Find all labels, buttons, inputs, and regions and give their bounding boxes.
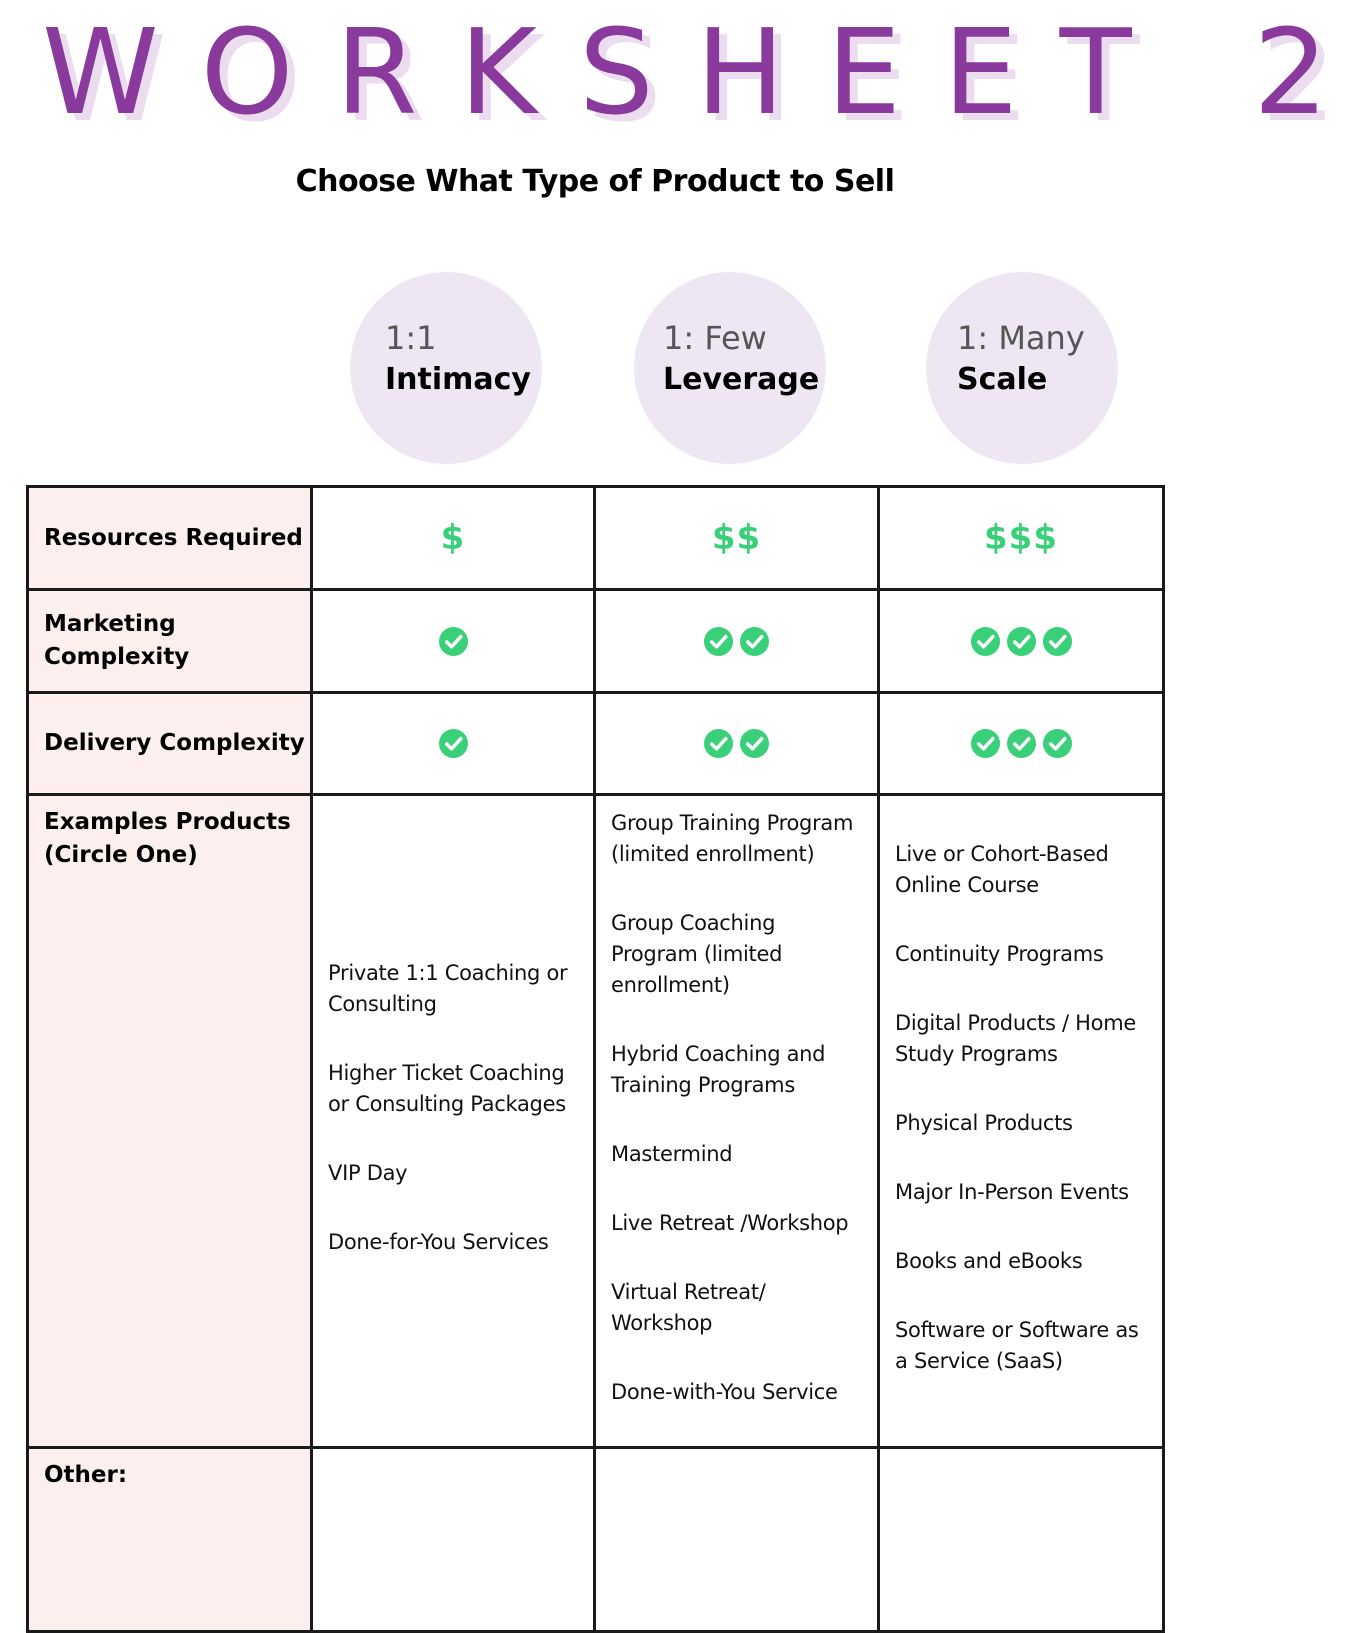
check-circle-icon [970, 728, 1001, 759]
marketing-checks [596, 626, 877, 657]
delivery-checks [596, 728, 877, 759]
example-product[interactable]: Live Retreat /Workshop [611, 1211, 849, 1235]
column-mode: Scale [957, 362, 1048, 397]
column-header-circle-1 [350, 272, 542, 464]
worksheet-subtitle: Choose What Type of Product to Sell [295, 164, 895, 199]
example-product[interactable]: Digital Products / Home Study Programs [895, 1011, 1136, 1066]
resource-level: $ [440, 518, 466, 558]
row-label-examples [28, 795, 312, 1448]
table-row-other [28, 1448, 1164, 1632]
table-row-delivery [28, 693, 1164, 795]
examples-column-3 [879, 795, 1164, 1448]
example-product[interactable]: Group Coaching Program (limited enrollment) [611, 911, 783, 997]
check-circle-icon [703, 728, 734, 759]
row-label-other: Other: [28, 1448, 312, 1632]
resource-level: $$$ [984, 518, 1058, 558]
column-header-circle-3 [926, 272, 1118, 464]
example-product[interactable]: Higher Ticket Coaching or Consulting Packages [328, 1061, 566, 1116]
column-mode: Intimacy [385, 362, 531, 397]
check-circle-icon [739, 626, 770, 657]
row-label-delivery: Delivery Complexity [28, 693, 312, 795]
example-product[interactable]: VIP Day [328, 1161, 408, 1185]
example-product[interactable]: Virtual Retreat/ Workshop [611, 1280, 766, 1335]
example-product[interactable]: Mastermind [611, 1142, 733, 1166]
worksheet-title: WORKSHEET 2 [42, 3, 1370, 141]
example-product[interactable]: Done-for-You Services [328, 1230, 549, 1254]
check-circle-icon [703, 626, 734, 657]
table-row-examples [28, 795, 1164, 1448]
row-label-marketing: Marketing Complexity [28, 590, 312, 693]
check-circle-icon [438, 626, 469, 657]
check-circle-icon [1042, 728, 1073, 759]
column-header-circle-2 [634, 272, 826, 464]
marketing-checks [313, 626, 593, 657]
other-input-cell[interactable] [312, 1448, 595, 1632]
examples-column-1 [312, 795, 595, 1448]
example-product[interactable]: Software or Software as a Service (SaaS) [895, 1318, 1139, 1373]
check-circle-icon [1006, 728, 1037, 759]
other-input-cell[interactable] [879, 1448, 1164, 1632]
example-product[interactable]: Hybrid Coaching and Training Programs [611, 1042, 826, 1097]
table-row-resources [28, 487, 1164, 590]
table-row-marketing [28, 590, 1164, 693]
row-label-resources: Resources Required [28, 487, 312, 590]
comparison-table [26, 485, 1165, 1633]
example-product[interactable]: Major In-Person Events [895, 1180, 1129, 1204]
column-ratio: 1: Few [663, 319, 767, 357]
delivery-checks [880, 728, 1162, 759]
check-circle-icon [1042, 626, 1073, 657]
column-mode: Leverage [663, 362, 820, 397]
check-circle-icon [739, 728, 770, 759]
example-product[interactable]: Continuity Programs [895, 942, 1104, 966]
marketing-checks [880, 626, 1162, 657]
row-label-examples-line1: Examples Products [44, 809, 291, 835]
example-product[interactable]: Private 1:1 Coaching or Consulting [328, 961, 568, 1016]
check-circle-icon [970, 626, 1001, 657]
example-product[interactable]: Group Training Program (limited enrollment) [611, 811, 854, 866]
example-product[interactable]: Books and eBooks [895, 1249, 1083, 1273]
example-product[interactable]: Done-with-You Service [611, 1380, 838, 1404]
examples-column-2 [595, 795, 879, 1448]
example-product[interactable]: Physical Products [895, 1111, 1073, 1135]
column-ratio: 1:1 [385, 319, 437, 357]
column-ratio: 1: Many [957, 319, 1085, 357]
check-circle-icon [1006, 626, 1037, 657]
other-input-cell[interactable] [595, 1448, 879, 1632]
example-product[interactable]: Live or Cohort-Based Online Course [895, 842, 1109, 897]
check-circle-icon [438, 728, 469, 759]
resource-level: $$ [711, 518, 762, 558]
delivery-checks [313, 728, 593, 759]
row-label-examples-line2: (Circle One) [44, 842, 198, 868]
